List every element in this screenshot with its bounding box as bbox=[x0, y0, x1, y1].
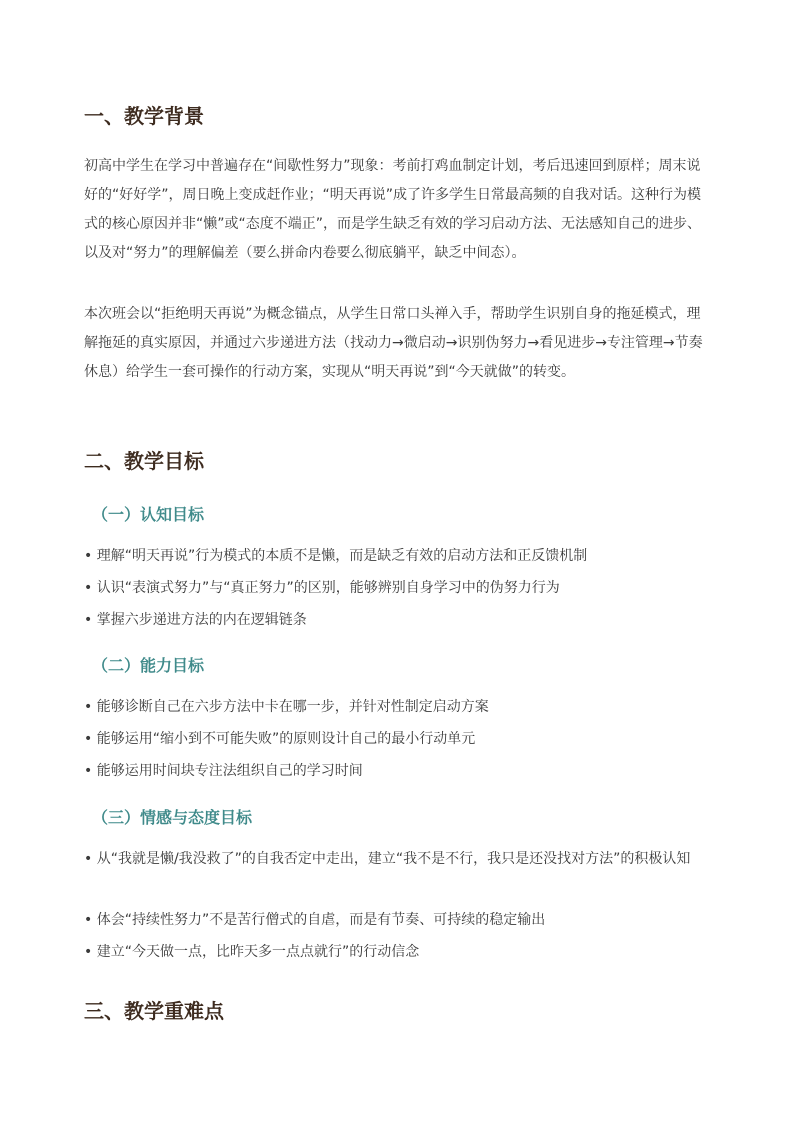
section-heading-key-points: 三、教学重难点 bbox=[84, 999, 224, 1023]
background-paragraph-1: 初高中学生在学习中普遍存在“间歇性努力”现象：考前打鸡血制定计划，考后迅速回到原样；周末说好的“好好学”，周日晚上变成赶作业；“明天再说”成了许多学生日常最高频的自我对话。这种行为模式的核心原因并非“懒”或“态度不端正”，而是学生缺乏有效的学习启动方法、无法感知自己的进步、以及对“努力”的理解偏差（要么拼命内卷要么彻底躺平，缺乏中间态）。 bbox=[84, 158, 702, 261]
subheading-emotion-goals: （三）情感与态度目标 bbox=[92, 808, 253, 827]
list-item: • 从“我就是懒/我没救了”的自我否定中走出，建立“我不是不行，我只是还没找对方法”的积极认知 bbox=[84, 851, 691, 867]
background-paragraph-2: 本次班会以“拒绝明天再说”为概念锚点，从学生日常口头禅入手，帮助学生识别自身的拖延模式，理解拖延的真实原因，并通过六步递进方法（找动力→微启动→识别伪努力→看见进步→专注管理→节奏休息）给学生一套可操作的行动方案，实现从“明天再说”到“今天就做”的转变。 bbox=[84, 306, 703, 380]
list-item: • 理解“明天再说”行为模式的本质不是懒，而是缺乏有效的启动方法和正反馈机制 bbox=[84, 548, 588, 564]
section-heading-goals: 二、教学目标 bbox=[84, 449, 204, 473]
list-item: • 掌握六步递进方法的内在逻辑链条 bbox=[84, 612, 307, 628]
list-item: • 能够运用时间块专注法组织自己的学习时间 bbox=[84, 763, 363, 779]
list-item: • 能够诊断自己在六步方法中卡在哪一步，并针对性制定启动方案 bbox=[84, 699, 489, 715]
subheading-cognitive-goals: （一）认知目标 bbox=[92, 505, 205, 524]
subheading-ability-goals: （二）能力目标 bbox=[92, 656, 205, 675]
section-heading-background: 一、教学背景 bbox=[84, 104, 204, 128]
list-item: • 能够运用“缩小到不可能失败”的原则设计自己的最小行动单元 bbox=[84, 731, 476, 747]
list-item: • 体会“持续性努力”不是苦行僧式的自虐，而是有节奏、可持续的稳定输出 bbox=[84, 912, 546, 928]
list-item: • 认识“表演式努力”与“真正努力”的区别，能够辨别自身学习中的伪努力行为 bbox=[84, 580, 560, 596]
list-item: • 建立“今天做一点，比昨天多一点点就行”的行动信念 bbox=[84, 944, 420, 960]
